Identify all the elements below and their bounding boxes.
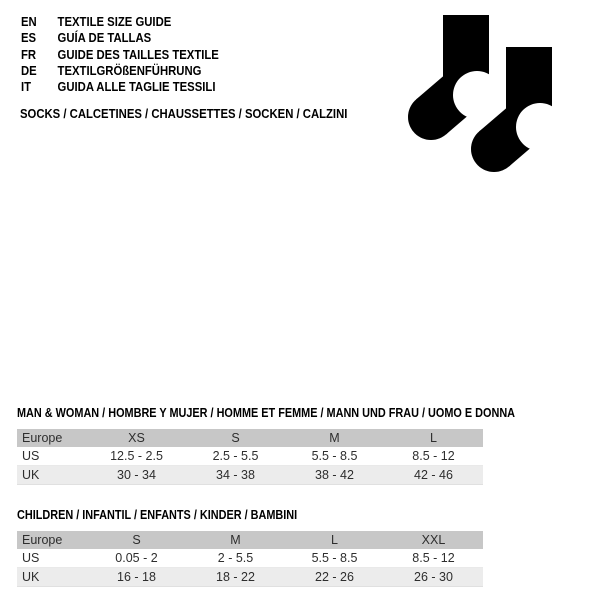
size-table-children [17,506,483,587]
lang-row-de [21,63,219,79]
heel-cutout [516,103,564,151]
col-header-europe: Europe [22,431,63,445]
category-title: SOCKS / CALCETINES / CHAUSSETTES / SOCKEN / CALZINI [20,106,348,121]
table-header-row [17,429,483,447]
region-cell: UK [22,468,40,482]
col-header-europe: Europe [22,533,63,547]
size-cell: 2.5 - 5.5 [212,449,259,463]
size-cell: 0.05 - 2 [115,551,158,565]
lang-label: GUIDE DES TAILLES TEXTILE [57,46,219,62]
lang-row-fr [21,47,219,63]
size-cell: 5.5 - 8.5 [311,449,358,463]
socks-icon-svg [403,15,568,180]
table-title: MAN & WOMAN / HOMBRE Y MUJER / HOMME ET FEMME / MANN UND FRAU / UOMO E DONNA [17,406,516,420]
table-row [17,466,483,485]
lang-row-it [21,79,219,95]
size-cell: 42 - 46 [414,468,453,482]
size-cell: 8.5 - 12 [412,551,455,565]
region-cell: US [22,449,40,463]
children-table [17,531,483,587]
table-title: CHILDREN / INFANTIL / ENFANTS / KINDER / BAMBINI [17,508,298,522]
size-cell: 16 - 18 [117,570,156,584]
lang-label: GUÍA DE TALLAS [57,30,152,46]
table-row [17,568,483,587]
man-woman-table [17,429,483,485]
table-row [17,447,483,466]
table-header-row [17,531,483,549]
lang-code: DE [21,62,37,78]
size-cell: 38 - 42 [315,468,354,482]
lang-row-en [21,14,219,30]
heel-cutout [453,71,501,119]
size-cell: 2 - 5.5 [217,551,254,565]
lang-code: IT [21,79,32,95]
size-cell: 5.5 - 8.5 [311,551,358,565]
size-cell: 18 - 22 [216,570,255,584]
socks-icon [403,15,568,180]
lang-label: TEXTILGRÖßENFÜHRUNG [57,62,202,78]
sock-left [408,15,501,140]
size-table-man-woman [17,404,516,485]
col-header-size: S [231,431,240,445]
region-cell: US [22,551,40,565]
size-cell: 12.5 - 2.5 [110,449,163,463]
col-header-size: XS [128,431,145,445]
col-header-size: M [230,533,241,547]
size-cell: 22 - 26 [315,570,354,584]
lang-code: EN [21,14,37,29]
size-cell: 26 - 30 [414,570,453,584]
size-cell: 34 - 38 [216,468,255,482]
lang-code: FR [21,46,37,62]
size-cell: 30 - 34 [117,468,156,482]
col-header-size: L [331,533,338,547]
table-row [17,549,483,568]
col-header-size: L [430,431,437,445]
lang-row-es [21,30,219,46]
col-header-size: M [329,431,340,445]
col-header-size: XXL [421,533,446,547]
region-cell: UK [22,570,40,584]
size-cell: 8.5 - 12 [412,449,455,463]
col-header-size: S [132,533,141,547]
lang-label: GUIDA ALLE TAGLIE TESSILI [57,79,216,95]
language-list [21,14,248,95]
lang-label: TEXTILE SIZE GUIDE [57,14,172,29]
lang-code: ES [21,30,37,46]
